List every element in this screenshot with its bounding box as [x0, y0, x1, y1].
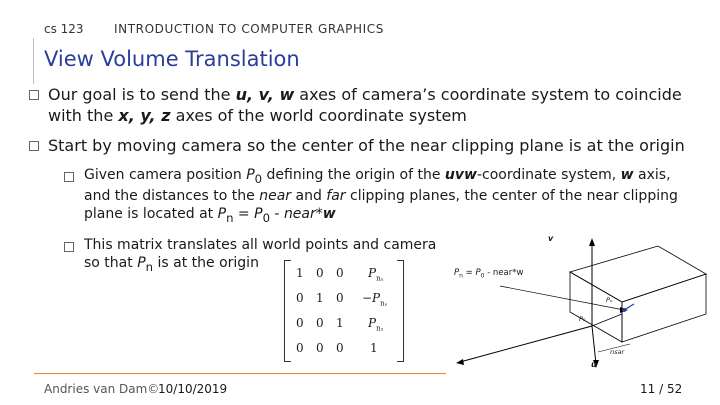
subbullet-1: Given camera position $P_0$ defining the origin of the uvw-coordinate system, w axis, and the distances to the near and far clipping planes, the center of the near clipping plane is located at $P_n = P_0$ - near*w: [84, 167, 678, 225]
bullet-box-2: [29, 141, 39, 151]
frustum-svg: [448, 232, 710, 372]
diagram-v-label: v: [548, 234, 554, 243]
slide-title: View Volume Translation: [44, 47, 300, 71]
bullet-2: Start by moving camera so the center of the near clipping plane is at the origin: [48, 136, 685, 155]
diagram-formula: $P_n = P_0$ - near*w: [454, 268, 524, 280]
diagram-pn-label: Pₙ: [606, 296, 613, 304]
subbullet-box-1: [64, 172, 74, 182]
diagram-p0-label: P₀: [579, 315, 586, 323]
subbullet-box-2: [64, 242, 74, 252]
footer-author: Andries van Dam©: [44, 382, 160, 396]
footer-page: 11 / 52: [640, 382, 683, 396]
diagram-nsar-label: nsar: [610, 348, 625, 356]
title-divider: [33, 38, 34, 84]
footer-rule: [34, 373, 446, 374]
course-code: cs 123: [44, 22, 84, 36]
diagram-u-label: u: [591, 360, 597, 369]
translation-matrix: 1 0 0 $P_{n_x}$ 0 1 0 $-P_{nᵧ}$ 0 0 1 $P_{n_2}$ 0 0 0 1: [284, 260, 404, 360]
camera-diagram: [448, 232, 710, 372]
bullet-box-1: [29, 90, 39, 100]
footer-date: 10/10/2019: [158, 382, 228, 396]
course-subject: INTRODUCTION TO COMPUTER GRAPHICS: [114, 22, 384, 36]
bullet-1: Our goal is to send the u, v, w axes of camera’s coordinate system to coincide with the x, y, z axes of the world coordinate system: [48, 85, 682, 125]
subbullet-2: This matrix translates all world points and camera so that $P_n$ is at the origin: [84, 237, 437, 274]
